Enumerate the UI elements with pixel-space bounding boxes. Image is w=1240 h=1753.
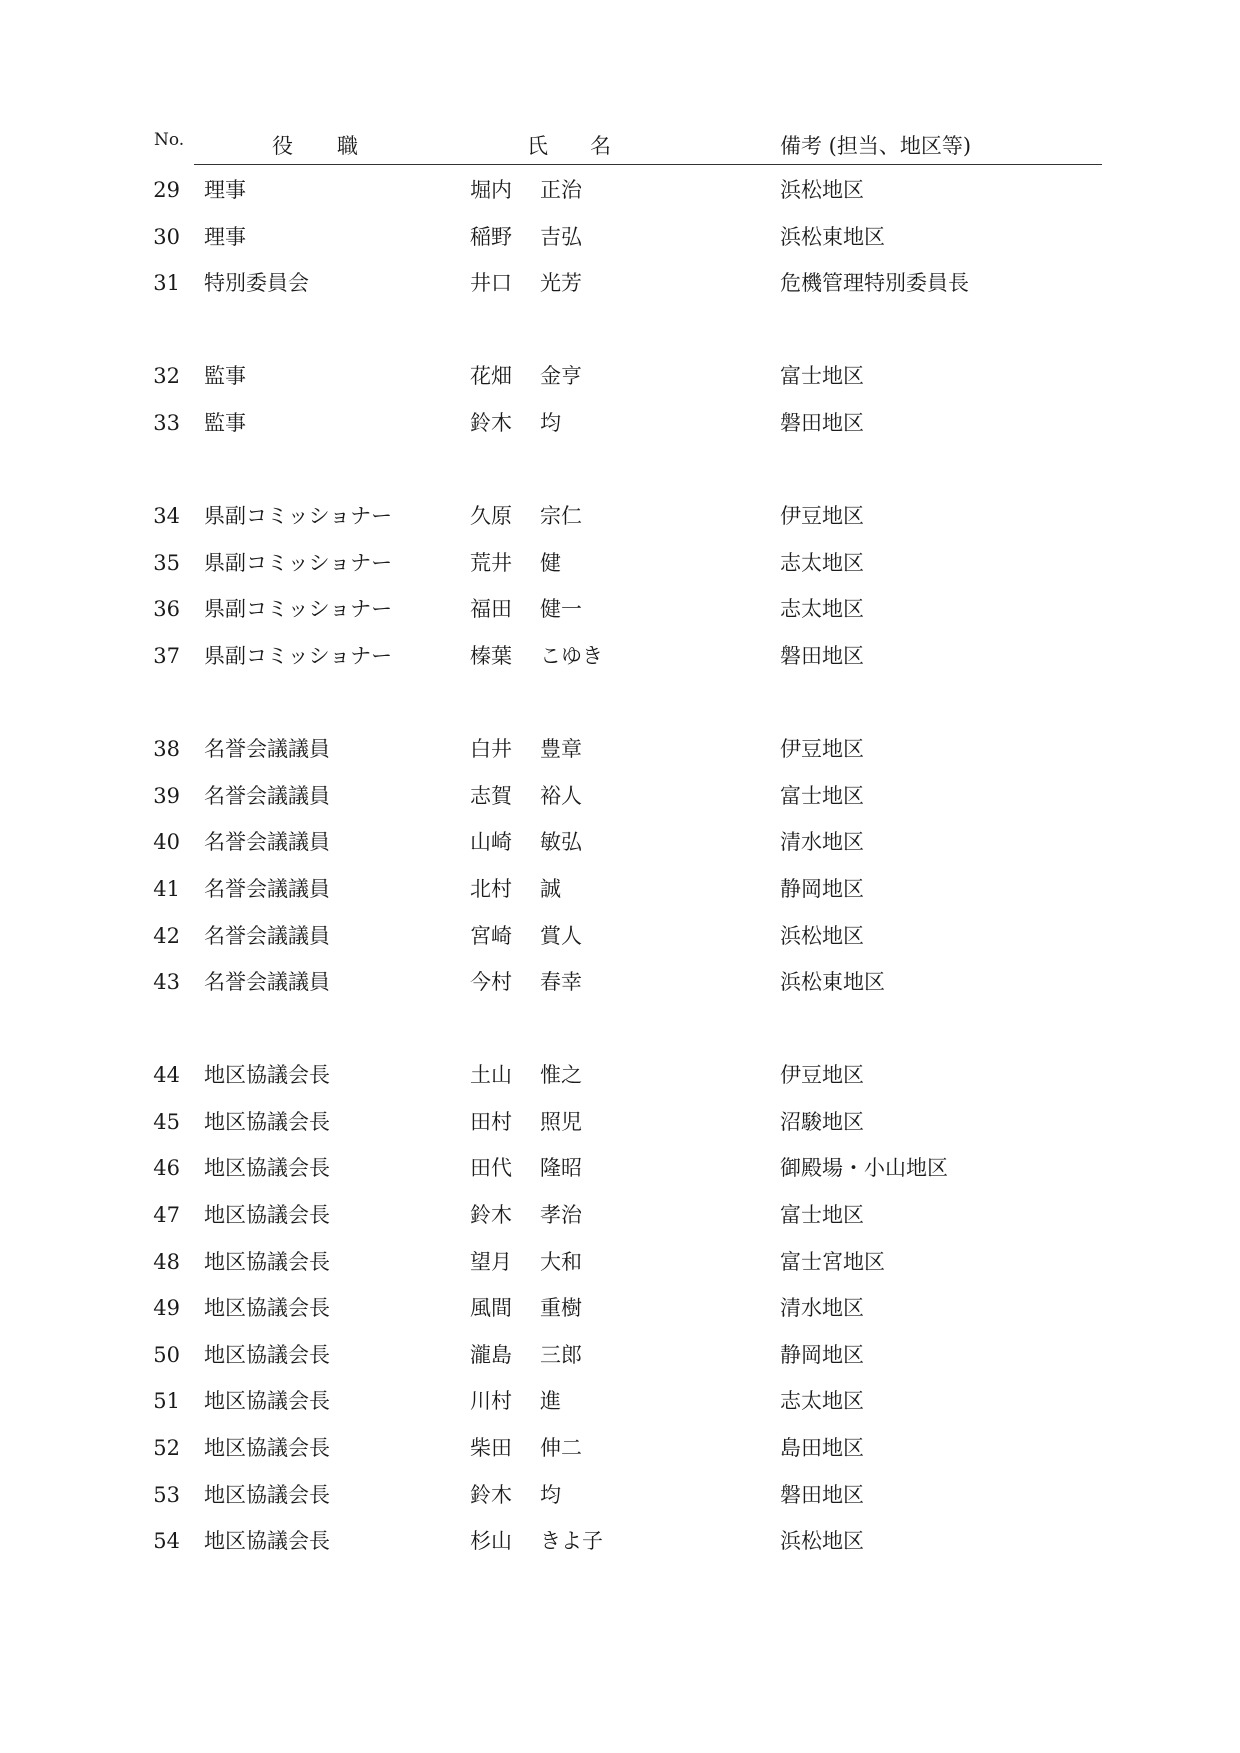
row-given-name: 均: [540, 410, 561, 435]
row-number: 47: [153, 1203, 180, 1228]
row-note: 浜松地区: [780, 923, 864, 948]
row-role: 名誉会議議員: [204, 737, 330, 762]
row-given-name: 正治: [540, 178, 582, 202]
row-note: 富士宮地区: [780, 1249, 885, 1274]
row-given-name: 重樹: [540, 1296, 582, 1321]
row-role: 名誉会議議員: [204, 830, 330, 855]
row-surname: 風間: [470, 1296, 512, 1321]
row-surname: 花畑: [470, 364, 512, 389]
row-given-name: こゆき: [540, 643, 603, 668]
row-role: 理事: [204, 224, 246, 249]
row-surname: 井口: [470, 271, 512, 296]
table-row: [0, 167, 1240, 214]
row-number: 38: [153, 737, 180, 762]
row-note: 浜松東地区: [780, 224, 885, 249]
row-given-name: 照児: [540, 1109, 582, 1134]
row-number: 43: [153, 970, 180, 995]
row-number: 46: [153, 1156, 180, 1181]
table-row: [0, 586, 1240, 633]
row-role: 県副コミッショナー: [204, 550, 393, 575]
row-surname: 土山: [470, 1063, 512, 1088]
table-row: [0, 1052, 1240, 1099]
row-number: 29: [153, 178, 180, 202]
row-role: 地区協議会長: [204, 1203, 330, 1228]
row-given-name: 健一: [540, 597, 582, 622]
row-number: 35: [153, 550, 180, 575]
row-number: 53: [153, 1482, 180, 1507]
row-surname: 宮崎: [470, 923, 512, 948]
table-row: [0, 1472, 1240, 1519]
row-number: 44: [153, 1063, 180, 1088]
row-given-name: 大和: [540, 1249, 582, 1274]
row-note: 志太地区: [780, 1389, 864, 1414]
table-row: [0, 726, 1240, 773]
row-given-name: きよ子: [540, 1529, 603, 1554]
row-role: 理事: [204, 178, 246, 202]
table-row: [0, 260, 1240, 307]
row-role: 特別委員会: [204, 271, 309, 296]
row-number: 54: [153, 1529, 180, 1554]
row-role: 地区協議会長: [204, 1296, 330, 1321]
row-given-name: 均: [540, 1482, 561, 1507]
row-role: 地区協議会長: [204, 1529, 330, 1554]
row-number: 30: [153, 224, 180, 249]
table-row: [0, 819, 1240, 866]
row-given-name: 豊章: [540, 737, 582, 762]
table-row: [0, 1099, 1240, 1146]
row-number: 49: [153, 1296, 180, 1321]
row-number: 40: [153, 830, 180, 855]
row-given-name: 惟之: [540, 1063, 582, 1088]
table-row: [0, 353, 1240, 400]
row-surname: 杉山: [470, 1529, 512, 1554]
table-row: [0, 866, 1240, 913]
row-number: 51: [153, 1389, 180, 1414]
row-role: 県副コミッショナー: [204, 597, 393, 622]
row-note: 静岡地区: [780, 1342, 864, 1367]
row-surname: 瀧島: [470, 1342, 512, 1367]
row-given-name: 誠: [540, 876, 561, 901]
row-number: 50: [153, 1342, 180, 1367]
row-surname: 志賀: [470, 783, 512, 808]
row-note: 富士地区: [780, 364, 864, 389]
row-role: 地区協議会長: [204, 1482, 330, 1507]
header-divider: [194, 164, 1102, 165]
row-note: 清水地区: [780, 830, 864, 855]
row-given-name: 春幸: [540, 970, 582, 995]
table-row: [0, 1192, 1240, 1239]
row-role: 地区協議会長: [204, 1389, 330, 1414]
row-given-name: 宗仁: [540, 504, 582, 529]
table-row: [0, 1285, 1240, 1332]
row-number: 52: [153, 1436, 180, 1461]
row-note: 伊豆地区: [780, 1063, 864, 1088]
header-no: No.: [154, 130, 185, 150]
row-note: 志太地区: [780, 550, 864, 575]
row-surname: 鈴木: [470, 1482, 512, 1507]
row-given-name: 健: [540, 550, 561, 575]
row-role: 名誉会議議員: [204, 783, 330, 808]
row-note: 磐田地区: [780, 1482, 864, 1507]
row-note: 清水地区: [780, 1296, 864, 1321]
row-given-name: 孝治: [540, 1203, 582, 1228]
table-row: [0, 1332, 1240, 1379]
table-row: [0, 400, 1240, 447]
row-note: 浜松地区: [780, 178, 864, 202]
table-row: [0, 913, 1240, 960]
row-surname: 今村: [470, 970, 512, 995]
row-given-name: 金亨: [540, 364, 582, 389]
row-surname: 白井: [470, 737, 512, 762]
row-role: 地区協議会長: [204, 1156, 330, 1181]
row-number: 34: [153, 504, 180, 529]
row-given-name: 裕人: [540, 783, 582, 808]
header-name: 氏名: [527, 134, 653, 158]
row-surname: 望月: [470, 1249, 512, 1274]
table-header: [0, 124, 1240, 160]
row-given-name: 隆昭: [540, 1156, 582, 1181]
header-note: 備考 (担当、地区等): [780, 134, 972, 158]
row-note: 御殿場・小山地区: [780, 1156, 948, 1181]
row-given-name: 進: [540, 1389, 561, 1414]
table-row: [0, 633, 1240, 680]
row-number: 45: [153, 1109, 180, 1134]
row-role: 県副コミッショナー: [204, 643, 393, 668]
row-note: 伊豆地区: [780, 737, 864, 762]
section-gap: [0, 447, 1240, 494]
row-number: 37: [153, 643, 180, 668]
row-surname: 榛葉: [470, 643, 512, 668]
section-gap: [0, 1006, 1240, 1053]
row-note: 磐田地区: [780, 643, 864, 668]
table-row: [0, 493, 1240, 540]
row-surname: 田代: [470, 1156, 512, 1181]
table-row: [0, 959, 1240, 1006]
section-gap: [0, 680, 1240, 727]
row-surname: 田村: [470, 1109, 512, 1134]
table-row: [0, 773, 1240, 820]
row-given-name: 賞人: [540, 923, 582, 948]
row-note: 伊豆地区: [780, 504, 864, 529]
row-role: 地区協議会長: [204, 1342, 330, 1367]
row-number: 36: [153, 597, 180, 622]
row-note: 富士地区: [780, 1203, 864, 1228]
row-number: 32: [153, 364, 180, 389]
row-surname: 川村: [470, 1389, 512, 1414]
row-note: 沼駿地区: [780, 1109, 864, 1134]
row-surname: 北村: [470, 876, 512, 901]
row-number: 42: [153, 923, 180, 948]
row-surname: 荒井: [470, 550, 512, 575]
row-number: 39: [153, 783, 180, 808]
row-given-name: 三郎: [540, 1342, 582, 1367]
row-given-name: 敏弘: [540, 830, 582, 855]
row-role: 県副コミッショナー: [204, 504, 393, 529]
table-row: [0, 214, 1240, 261]
row-note: 浜松東地区: [780, 970, 885, 995]
row-note: 志太地区: [780, 597, 864, 622]
member-list: [0, 167, 1240, 1565]
row-surname: 山崎: [470, 830, 512, 855]
row-given-name: 伸二: [540, 1436, 582, 1461]
table-row: [0, 1378, 1240, 1425]
row-role: 地区協議会長: [204, 1109, 330, 1134]
row-surname: 久原: [470, 504, 512, 529]
row-surname: 福田: [470, 597, 512, 622]
row-number: 31: [153, 271, 180, 296]
row-role: 名誉会議議員: [204, 970, 330, 995]
row-surname: 堀内: [470, 178, 512, 202]
table-row: [0, 1239, 1240, 1286]
row-note: 島田地区: [780, 1436, 864, 1461]
row-given-name: 吉弘: [540, 224, 582, 249]
row-note: 静岡地区: [780, 876, 864, 901]
row-note: 浜松地区: [780, 1529, 864, 1554]
row-given-name: 光芳: [540, 271, 582, 296]
row-surname: 鈴木: [470, 1203, 512, 1228]
section-gap: [0, 307, 1240, 354]
row-surname: 柴田: [470, 1436, 512, 1461]
row-role: 地区協議会長: [204, 1249, 330, 1274]
table-row: [0, 540, 1240, 587]
row-surname: 稲野: [470, 224, 512, 249]
row-surname: 鈴木: [470, 410, 512, 435]
row-role: 監事: [204, 364, 246, 389]
row-number: 41: [153, 876, 180, 901]
table-row: [0, 1145, 1240, 1192]
row-role: 名誉会議議員: [204, 876, 330, 901]
row-role: 監事: [204, 410, 246, 435]
table-row: [0, 1425, 1240, 1472]
header-role: 役職: [272, 134, 402, 158]
row-role: 地区協議会長: [204, 1063, 330, 1088]
row-role: 地区協議会長: [204, 1436, 330, 1461]
row-note: 磐田地区: [780, 410, 864, 435]
row-number: 33: [153, 410, 180, 435]
row-role: 名誉会議議員: [204, 923, 330, 948]
table-row: [0, 1518, 1240, 1565]
row-note: 危機管理特別委員長: [780, 271, 969, 296]
row-note: 富士地区: [780, 783, 864, 808]
row-number: 48: [153, 1249, 180, 1274]
